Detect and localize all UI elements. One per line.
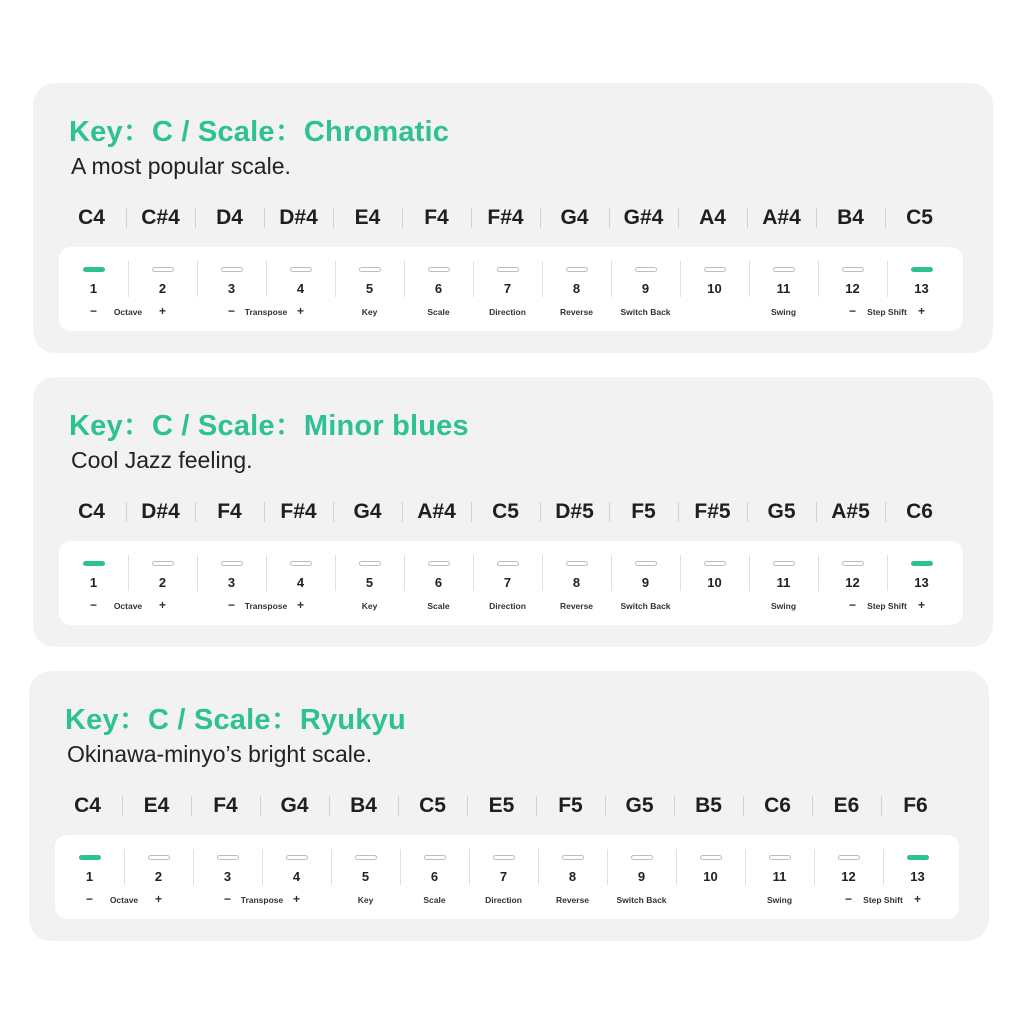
transpose-minus-button[interactable]: −: [227, 304, 235, 318]
reverse-label: Reverse: [555, 895, 590, 905]
step-button[interactable]: [887, 247, 956, 331]
step-number: 3: [227, 575, 236, 590]
divider: [536, 796, 537, 816]
note-label: F4: [217, 500, 242, 523]
step-shift-plus-button[interactable]: +: [917, 598, 925, 612]
step-shift-plus-button[interactable]: +: [917, 304, 925, 318]
divider: [611, 555, 612, 591]
divider: [747, 502, 748, 522]
step-button[interactable]: [749, 541, 818, 625]
note-label: F6: [903, 794, 928, 817]
step-led: [83, 267, 105, 272]
step-button[interactable]: [607, 835, 676, 919]
divider: [747, 208, 748, 228]
note-label: C5: [906, 206, 933, 229]
card-title: Key：C / Scale：Chromatic: [69, 116, 450, 148]
swing-label: Swing: [770, 307, 797, 317]
divider: [335, 261, 336, 297]
divider: [674, 796, 675, 816]
step-shift-label: Step Shift: [863, 895, 903, 905]
step-button[interactable]: [266, 541, 335, 625]
note-label: G4: [560, 206, 589, 229]
transpose-minus-button[interactable]: −: [227, 598, 235, 612]
step-button[interactable]: [266, 247, 335, 331]
reverse-label: Reverse: [559, 307, 594, 317]
direction-label: Direction: [489, 307, 526, 317]
note-label: C4: [78, 206, 105, 229]
step-number: 10: [703, 869, 718, 884]
note-label: D4: [216, 206, 243, 229]
step-led: [290, 561, 312, 566]
divider: [266, 555, 267, 591]
step-number: 13: [910, 869, 925, 884]
divider: [402, 208, 403, 228]
divider: [126, 208, 127, 228]
step-led: [493, 855, 515, 860]
step-button[interactable]: [680, 541, 749, 625]
step-number: 7: [503, 281, 512, 296]
step-number: 11: [776, 281, 791, 296]
divider: [680, 555, 681, 591]
divider: [678, 502, 679, 522]
step-led: [562, 855, 584, 860]
step-button[interactable]: [404, 247, 473, 331]
scale-label: Scale: [427, 307, 450, 317]
swing-label: Swing: [770, 601, 797, 611]
divider: [262, 849, 263, 885]
octave-label: Octave: [113, 307, 143, 317]
note-label: D#4: [141, 500, 180, 523]
key-label: Key: [357, 895, 374, 905]
octave-label: Octave: [109, 895, 139, 905]
key-label: Key: [361, 307, 378, 317]
scale-card: [29, 671, 989, 941]
transpose-label: Transpose: [244, 307, 288, 317]
note-label: E6: [833, 794, 860, 817]
step-shift-minus-button[interactable]: −: [848, 304, 856, 318]
note-label: F#5: [694, 500, 731, 523]
card-description: Okinawa-minyo’s bright scale.: [67, 741, 373, 767]
direction-label: Direction: [485, 895, 522, 905]
step-button[interactable]: [745, 835, 814, 919]
octave-plus-button[interactable]: +: [158, 598, 166, 612]
divider: [195, 502, 196, 522]
divider: [745, 849, 746, 885]
scale-label: Scale: [423, 895, 446, 905]
step-number: 6: [430, 869, 439, 884]
divider: [471, 502, 472, 522]
divider: [881, 796, 882, 816]
step-number: 7: [503, 575, 512, 590]
octave-plus-button[interactable]: +: [154, 892, 162, 906]
note-label: C6: [906, 500, 933, 523]
step-led: [631, 855, 653, 860]
step-button[interactable]: [59, 541, 128, 625]
step-led: [148, 855, 170, 860]
step-number: 3: [227, 281, 236, 296]
divider: [749, 261, 750, 297]
divider: [128, 555, 129, 591]
divider: [335, 555, 336, 591]
divider: [197, 555, 198, 591]
note-label: A#4: [417, 500, 456, 523]
step-number: 5: [365, 575, 374, 590]
divider: [818, 261, 819, 297]
step-number: 9: [641, 575, 650, 590]
step-number: 3: [223, 869, 232, 884]
divider: [678, 208, 679, 228]
note-label: G#4: [623, 206, 664, 229]
step-number: 13: [914, 281, 929, 296]
divider: [122, 796, 123, 816]
transpose-minus-button[interactable]: −: [223, 892, 231, 906]
note-label: F4: [424, 206, 449, 229]
divider: [816, 502, 817, 522]
divider: [333, 208, 334, 228]
step-button[interactable]: [128, 247, 197, 331]
divider: [812, 796, 813, 816]
note-label: F5: [558, 794, 583, 817]
step-number: 7: [499, 869, 508, 884]
step-led: [79, 855, 101, 860]
step-number: 2: [158, 575, 167, 590]
step-button[interactable]: [887, 541, 956, 625]
step-led: [355, 855, 377, 860]
note-row: [57, 203, 973, 233]
note-label: E5: [488, 794, 515, 817]
step-led: [221, 561, 243, 566]
card-title: Key：C / Scale：Ryukyu: [65, 704, 406, 736]
note-label: D#4: [279, 206, 318, 229]
step-number: 5: [365, 281, 374, 296]
step-led: [773, 561, 795, 566]
card-description: Cool Jazz feeling.: [71, 447, 253, 473]
switch-back-label: Switch Back: [616, 895, 667, 905]
step-button[interactable]: [814, 835, 883, 919]
note-label: D#5: [555, 500, 594, 523]
step-led: [907, 855, 929, 860]
step-button[interactable]: [193, 835, 262, 919]
note-label: B4: [350, 794, 377, 817]
step-led: [152, 267, 174, 272]
step-number: 8: [568, 869, 577, 884]
step-panel: [59, 541, 963, 625]
step-button[interactable]: [542, 541, 611, 625]
divider: [538, 849, 539, 885]
divider: [607, 849, 608, 885]
transpose-label: Transpose: [244, 601, 288, 611]
divider: [467, 796, 468, 816]
step-led: [359, 267, 381, 272]
note-label: A#4: [762, 206, 801, 229]
step-led: [842, 561, 864, 566]
divider: [542, 555, 543, 591]
scale-label: Scale: [427, 601, 450, 611]
divider: [264, 502, 265, 522]
step-number: 6: [434, 575, 443, 590]
step-button[interactable]: [538, 835, 607, 919]
step-led: [566, 561, 588, 566]
divider: [542, 261, 543, 297]
step-number: 5: [361, 869, 370, 884]
step-button[interactable]: [680, 247, 749, 331]
step-number: 1: [85, 869, 94, 884]
step-led: [700, 855, 722, 860]
step-button[interactable]: [542, 247, 611, 331]
divider: [402, 502, 403, 522]
step-number: 1: [89, 281, 98, 296]
step-button[interactable]: [749, 247, 818, 331]
divider: [404, 261, 405, 297]
step-number: 9: [637, 869, 646, 884]
step-led: [769, 855, 791, 860]
step-number: 12: [845, 281, 860, 296]
step-panel: [59, 247, 963, 331]
divider: [611, 261, 612, 297]
step-number: 12: [845, 575, 860, 590]
step-number: 4: [292, 869, 301, 884]
step-shift-label: Step Shift: [867, 601, 907, 611]
card-description: A most popular scale.: [71, 153, 291, 179]
note-label: E4: [354, 206, 381, 229]
step-led: [290, 267, 312, 272]
divider: [887, 261, 888, 297]
note-label: G4: [280, 794, 309, 817]
step-led: [911, 267, 933, 272]
divider: [540, 502, 541, 522]
divider: [398, 796, 399, 816]
step-led: [566, 267, 588, 272]
step-button[interactable]: [818, 541, 887, 625]
step-led: [217, 855, 239, 860]
note-label: B4: [837, 206, 864, 229]
note-label: E4: [143, 794, 170, 817]
note-row: [53, 791, 969, 821]
step-shift-label: Step Shift: [867, 307, 907, 317]
step-number: 4: [296, 281, 305, 296]
step-button[interactable]: [128, 541, 197, 625]
step-led: [359, 561, 381, 566]
step-button[interactable]: [473, 541, 542, 625]
step-button[interactable]: [611, 247, 680, 331]
step-led: [842, 267, 864, 272]
transpose-label: Transpose: [240, 895, 284, 905]
step-led: [152, 561, 174, 566]
divider: [333, 502, 334, 522]
step-led: [704, 267, 726, 272]
step-led: [83, 561, 105, 566]
divider: [473, 555, 474, 591]
scale-card: [33, 377, 993, 647]
note-label: A#5: [831, 500, 870, 523]
step-number: 11: [772, 869, 787, 884]
step-button[interactable]: [55, 835, 124, 919]
divider: [126, 502, 127, 522]
divider: [404, 555, 405, 591]
divider: [469, 849, 470, 885]
divider: [400, 849, 401, 885]
note-label: C4: [78, 500, 105, 523]
step-number: 8: [572, 281, 581, 296]
switch-back-label: Switch Back: [620, 307, 671, 317]
octave-minus-button[interactable]: −: [85, 892, 93, 906]
card-title: Key：C / Scale：Minor blues: [69, 410, 469, 442]
step-button[interactable]: [331, 835, 400, 919]
reverse-label: Reverse: [559, 601, 594, 611]
divider: [885, 502, 886, 522]
divider: [128, 261, 129, 297]
divider: [883, 849, 884, 885]
step-led: [286, 855, 308, 860]
step-number: 10: [707, 575, 722, 590]
divider: [540, 208, 541, 228]
divider: [816, 208, 817, 228]
step-led: [497, 267, 519, 272]
step-number: 12: [841, 869, 856, 884]
step-button[interactable]: [59, 247, 128, 331]
divider: [605, 796, 606, 816]
step-shift-minus-button[interactable]: −: [848, 598, 856, 612]
divider: [609, 502, 610, 522]
transpose-plus-button[interactable]: +: [296, 598, 304, 612]
divider: [885, 208, 886, 228]
step-led: [911, 561, 933, 566]
step-number: 9: [641, 281, 650, 296]
note-label: F5: [631, 500, 656, 523]
swing-label: Swing: [766, 895, 793, 905]
divider: [266, 261, 267, 297]
step-led: [428, 561, 450, 566]
divider: [887, 555, 888, 591]
scale-card: [33, 83, 993, 353]
divider: [749, 555, 750, 591]
direction-label: Direction: [489, 601, 526, 611]
divider: [197, 261, 198, 297]
note-label: C5: [419, 794, 446, 817]
step-button[interactable]: [611, 541, 680, 625]
divider: [260, 796, 261, 816]
divider: [329, 796, 330, 816]
step-led: [635, 267, 657, 272]
step-number: 11: [776, 575, 791, 590]
note-label: B5: [695, 794, 722, 817]
divider: [814, 849, 815, 885]
divider: [124, 849, 125, 885]
step-button[interactable]: [124, 835, 193, 919]
step-button[interactable]: [335, 541, 404, 625]
step-button[interactable]: [883, 835, 952, 919]
step-led: [773, 267, 795, 272]
note-label: G5: [767, 500, 796, 523]
step-shift-minus-button[interactable]: −: [844, 892, 852, 906]
step-number: 4: [296, 575, 305, 590]
divider: [195, 208, 196, 228]
divider: [473, 261, 474, 297]
divider: [193, 849, 194, 885]
divider: [331, 849, 332, 885]
step-button[interactable]: [262, 835, 331, 919]
note-label: F#4: [280, 500, 317, 523]
divider: [676, 849, 677, 885]
step-led: [838, 855, 860, 860]
step-led: [424, 855, 446, 860]
step-number: 13: [914, 575, 929, 590]
note-label: G5: [625, 794, 654, 817]
step-button[interactable]: [676, 835, 745, 919]
note-label: C4: [74, 794, 101, 817]
step-button[interactable]: [197, 541, 266, 625]
octave-label: Octave: [113, 601, 143, 611]
step-led: [221, 267, 243, 272]
step-button[interactable]: [404, 541, 473, 625]
note-row: [57, 497, 973, 527]
note-label: C6: [764, 794, 791, 817]
transpose-plus-button[interactable]: +: [296, 304, 304, 318]
step-led: [428, 267, 450, 272]
divider: [191, 796, 192, 816]
step-led: [704, 561, 726, 566]
step-button[interactable]: [335, 247, 404, 331]
divider: [609, 208, 610, 228]
step-number: 10: [707, 281, 722, 296]
step-shift-plus-button[interactable]: +: [913, 892, 921, 906]
key-label: Key: [361, 601, 378, 611]
step-panel: [55, 835, 959, 919]
divider: [471, 208, 472, 228]
octave-minus-button[interactable]: −: [89, 304, 97, 318]
note-label: F4: [213, 794, 238, 817]
step-led: [635, 561, 657, 566]
step-button[interactable]: [818, 247, 887, 331]
step-number: 2: [154, 869, 163, 884]
note-label: F#4: [487, 206, 524, 229]
step-number: 8: [572, 575, 581, 590]
divider: [818, 555, 819, 591]
divider: [264, 208, 265, 228]
transpose-plus-button[interactable]: +: [292, 892, 300, 906]
step-number: 1: [89, 575, 98, 590]
octave-minus-button[interactable]: −: [89, 598, 97, 612]
step-button[interactable]: [197, 247, 266, 331]
octave-plus-button[interactable]: +: [158, 304, 166, 318]
step-button[interactable]: [473, 247, 542, 331]
switch-back-label: Switch Back: [620, 601, 671, 611]
step-button[interactable]: [400, 835, 469, 919]
note-label: C#4: [141, 206, 180, 229]
note-label: C5: [492, 500, 519, 523]
note-label: G4: [353, 500, 382, 523]
divider: [743, 796, 744, 816]
step-number: 6: [434, 281, 443, 296]
note-label: A4: [699, 206, 726, 229]
step-number: 2: [158, 281, 167, 296]
divider: [680, 261, 681, 297]
step-button[interactable]: [469, 835, 538, 919]
step-led: [497, 561, 519, 566]
